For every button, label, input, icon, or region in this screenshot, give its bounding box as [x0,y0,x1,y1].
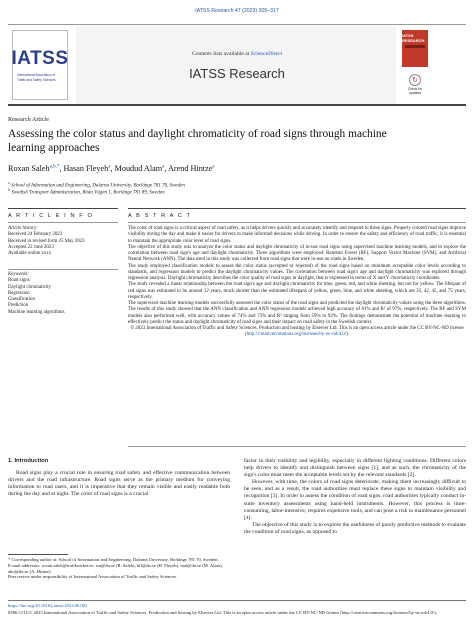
author-affiliation-marker[interactable]: a,b,* [49,164,60,170]
body-paragraph: However, with time, the colors of road signs deteriorate, making them increasingly difficult to be seen, and as a result, the road authorities must replace these signs to maintain visibility and recognition [3]. In order to assess the condition of road signs, road authorities typically conduct in-suite inventory assessments using hand-held instruments. However, this process is time-consuming, labor-intensive, requires expensive tools, and can pose a risk to maintenance personnel [4]. [244,479,466,521]
keyword: Regression [8,290,30,296]
header-center-panel [76,26,396,104]
divider [8,208,118,209]
author-name[interactable]: Roxan Saleh [8,164,50,173]
license-link[interactable]: http://creativecommons.org/licenses/by-nc-nd/4.0/ [246,332,347,338]
check-updates-icon: ↻ [409,74,421,86]
article-info-heading: A R T I C L E I N F O [8,213,94,219]
journal-reference[interactable]: IATSS Research 47 (2023) 305–317 [195,8,279,14]
check-updates-label: Check for updates [407,87,423,96]
article-history [8,226,118,257]
body-paragraph: Road signs play a crucial role in ensuring road safety and effective communication between drivers and the road infrastructure. Road signs serve as the primary medium for conveying information to road users, and it is imperative that they remain visible and easily readable both during the day and at night. The color of road signs is a crucial [8,470,230,498]
abstract-body [128,226,466,339]
history-entry: Accepted 22 June 2023 [8,244,54,250]
affiliation [8,187,165,196]
body-column-right [244,458,466,536]
copyright-suffix: ). [346,332,349,338]
check-for-updates-button[interactable] [404,74,426,95]
keyword: Prediction [8,303,29,309]
cover-title: IATSS RESEARCH [402,33,425,43]
divider [128,222,466,223]
footer-copyright: 0386-1112/© 2023 International Association of Traffic and Safety Sciences. Production and hosting by Elsevier Ltd. This is an open access article under the CC BY-NC-ND license (http://creativecommons.org/licenses/by-nc-nd/4.0/). [8,610,437,615]
sciencedirect-link[interactable]: ScienceDirect [250,51,283,57]
keywords [8,269,118,316]
divider [128,446,466,447]
body-column-left [8,458,230,498]
divider [8,222,118,223]
affiliation-text: Swedish Transport Administration, Röda Vägen 1, Borlänge 781 89, Sweden [11,190,165,196]
abstract-paragraph: The supervised machine learning models successfully assessed the color status of the road signs and predicted the daylight chromaticity values using the three algorithms. The results of this study showed that the ANN classification and ANN regression models achieved high accuracy of 81% and R² of 97%, respectively. The RF and SVM models also performed well, with accuracy values of 74% and 73% and R² ranging from 59% to 92%. The findings demonstrate the potential of machine learning to effectively predict the status and daylight chromaticity of road signs and their impact on road safety in the Swedish context. [128,301,466,325]
history-entry: Received 24 February 2023 [8,232,63,238]
body-paragraph: factor in their visibility and legibility, especially in different lighting conditions. Different colors help drivers to identify and distinguish between signs [1], and as such, the chromaticity of the sign's color must meet the acceptable levels set by the relevant standards [2]. [244,458,466,479]
logo-wordmark: IATSS [11,48,69,70]
keyword: Classification [8,297,35,303]
article-type: Research Article [8,116,50,123]
history-entry: Received in revised form 25 May 2023 [8,238,85,244]
article-title: Assessing the color status and daylight chromaticity of road signs through machine learning approaches [8,128,387,154]
keyword: Machine learning algorithms [8,309,65,315]
contents-prefix: Contents lists available at [191,51,251,57]
footnote: E-mail addresses: roxan.saleh@trafikverket.se, rsa@du.se (R. Saleh), hfl@du.se (H. Fleyeh), mal@du.se (M. Alam), aho@du.se (A. Hintze). [8,562,223,574]
abstract-copyright [128,326,466,339]
copyright-prefix: © 2023 International Association of Traffic and Safety Sciences. Production and hosting by Elsevier Ltd. This is an open access article under the CC BY-NC-ND license ( [130,326,464,338]
body-paragraph: The objective of this study is to explore the usefulness of purely predictive methods to evaluate the condition of road signs, as opposed to [244,521,466,535]
author-name[interactable]: Hasan Fleyeh [63,164,109,173]
keyword: Daylight chromaticity [8,284,52,290]
abstract-paragraph: The study revealed a linear relationship between the road sign's age and daylight chromaticity for blue, green, red, and white sheeting, but not for yellow. The lifespan of red signs was estimated to be around 12 years, much shorter than the estimated lifespans of yellow, green, blue, and white sheeting, which are 35, 42, 45, and 75 years, respectively. [128,282,466,300]
author-affiliation-marker[interactable]: a [162,164,165,170]
author-list: Roxan Saleh$^{a,b,*}$, Hasan Fleyeh$^a$, Moudud Alam$^a$, Arend Hintze$^a$ [8,164,215,173]
journal-title[interactable]: IATSS Research [189,66,285,81]
affiliation-marker: a [8,180,10,185]
author-affiliation-marker[interactable]: a [212,164,215,170]
author-affiliation-marker[interactable]: a [108,164,111,170]
footer-divider [8,600,466,601]
history-entry: Available online xxxx [8,251,52,257]
abstract-paragraph: The color of road signs is a critical aspect of road safety, as it helps drivers quickly and accurately identify and respond to these signs. Properly colored road signs improve visibility during the day and make it easier for drivers to make informed decisions while driving. In order to ensure the safety and efficiency of road traffic, it is essential to maintain the appropriate color level of road signs. [128,226,466,244]
affiliation-text: School of Information and Engineering, Dalarna University, Borlänge 781 70, Sweden [11,183,185,189]
keywords-label: Keywords: [8,272,30,277]
divider [128,208,466,209]
iatss-logo [12,30,68,100]
abstract-paragraph: The objective of this study was to analyze the color status and daylight chromaticity of in-use road signs using supervised machine learning models, and to explore the correlation between road sign's age and daylight chromaticity. Three algorithms were employed: Random Forest (RF), Support Vector Machine (SVM), and Artificial Neural Network (ANN). The data used in this study was collected from road signs that were in-use on roads in Sweden. [128,244,466,263]
abstract-paragraph: The study employed classification models to assess the color status (accepted or rejected) of the road signs based on minimum acceptable color levels according to standards, and regression models to predict the daylight chromaticity values. The correlation between road sign's age and daylight chromaticity was explored through regression analysis. Daylight chromaticity describes the color quality of road signs in daylight, that is expressed in terms of X and Y chromaticity coordinates. [128,263,466,281]
journal-cover-thumbnail[interactable] [402,30,428,67]
footnote: * Corresponding author at: School of Information and Engineering, Dalarna University, Borlänge 781 70, Sweden. [8,557,219,562]
affiliation-marker: b [8,187,11,192]
footnotes [8,557,230,580]
abstract-heading: A B S T R A C T [128,213,192,219]
author-name[interactable]: Moudud Alam [114,164,163,173]
history-label: Article history: [8,226,38,231]
keyword: Road signs [8,278,30,284]
footnote-divider [8,554,68,555]
footnote: Peer review under responsibility of International Association of Traffic and Safety Sciences. [8,574,178,580]
logo-subtitle: International Association of Traffic and Safety Sciences [17,73,56,82]
cover-band [405,45,425,48]
author-name[interactable]: Arend Hintze [168,164,213,173]
section-heading-introduction: 1. Introduction [8,458,49,464]
doi-link[interactable]: https://doi.org/10.1016/j.iatssr.2023.06.003 [8,603,88,608]
